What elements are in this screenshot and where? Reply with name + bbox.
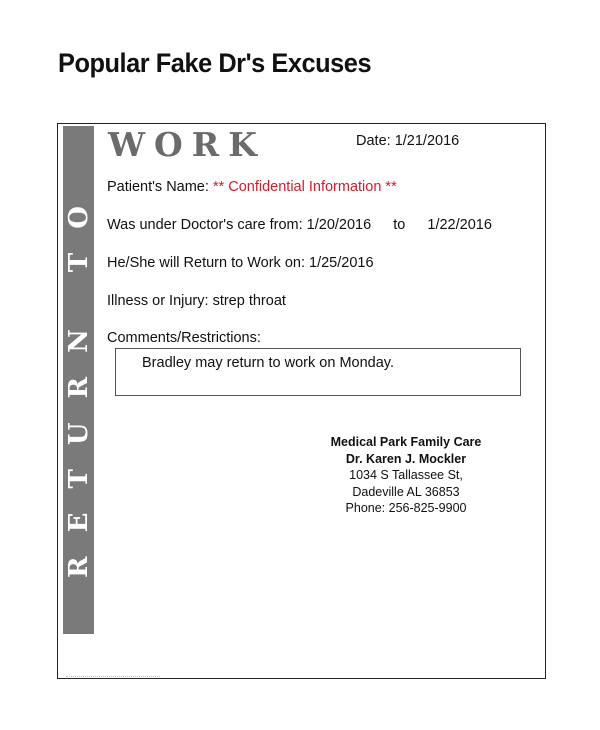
doctor-name: Dr. Karen J. Mockler [345, 451, 467, 466]
clinic-block [306, 434, 506, 517]
clinic-street: 1034 S Tallassee St, [349, 468, 463, 482]
work-header: WORK [108, 125, 266, 164]
comments-box [115, 348, 521, 396]
date-row [356, 133, 459, 149]
patient-value: ** Confidential Information ** [212, 179, 397, 195]
clinic-name: Medical Park Family Care [330, 435, 482, 449]
clinic-city: Dadeville AL 36853 [352, 484, 460, 499]
doctor-note [57, 123, 546, 679]
scan-artifact [66, 676, 160, 678]
patient-label: Patient's Name: [107, 179, 209, 195]
return-row [107, 255, 374, 271]
clinic-phone: Phone: 256-825-9900 [345, 501, 467, 515]
care-to-word: to [393, 217, 406, 233]
illness-label: Illness or Injury: [107, 293, 209, 309]
side-banner-text: RETURN TO [63, 182, 94, 578]
comments-value: Bradley may return to work on Monday. [142, 355, 394, 371]
care-to: 1/22/2016 [427, 217, 492, 233]
care-row [107, 217, 492, 233]
comments-label: Comments/Restrictions: [107, 330, 261, 346]
care-from: 1/20/2016 [306, 217, 372, 233]
illness-row [107, 293, 286, 309]
illness-value: strep throat [212, 293, 286, 309]
care-label: Was under Doctor's care from: [107, 217, 303, 233]
return-value: 1/25/2016 [309, 255, 374, 271]
date-label: Date: [356, 133, 391, 149]
side-banner [63, 126, 94, 634]
page-title: Popular Fake Dr's Excuses [58, 48, 372, 78]
date-value: 1/21/2016 [394, 133, 460, 149]
return-label: He/She will Return to Work on: [107, 255, 305, 271]
patient-row [107, 179, 397, 195]
